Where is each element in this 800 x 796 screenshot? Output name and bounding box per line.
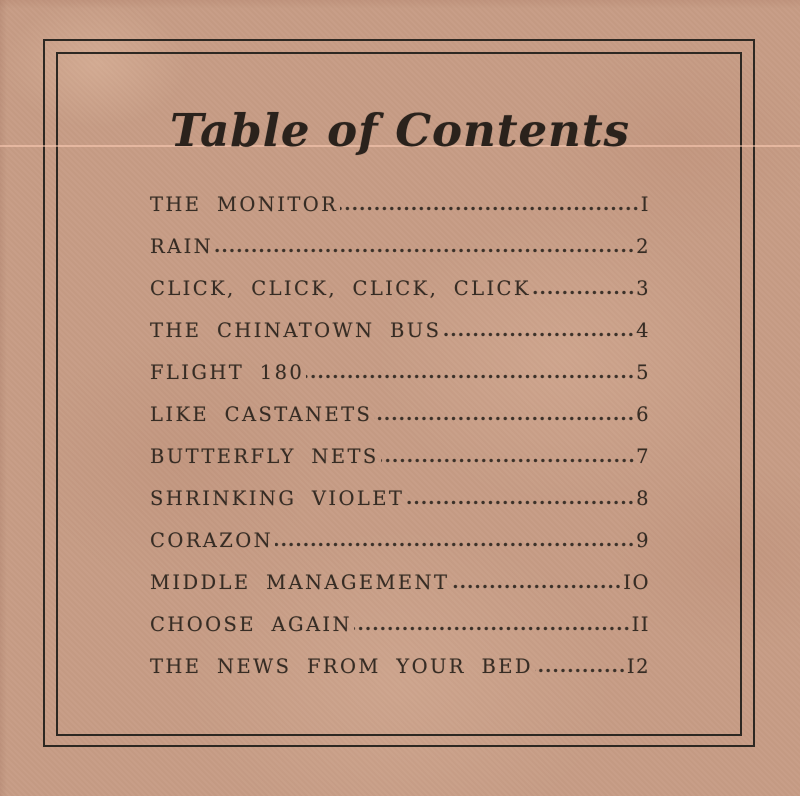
toc-page-number: II [631, 613, 650, 636]
toc-page-number: IO [623, 571, 650, 594]
toc-page-number: I2 [626, 655, 650, 678]
toc-page-number: 6 [636, 403, 650, 426]
toc-row [150, 394, 650, 436]
toc-entry-title: FLIGHT 180 [150, 361, 305, 384]
toc-page-number: 9 [636, 529, 650, 552]
page-title: Table of Contents [169, 104, 631, 158]
toc-leader-dots [533, 290, 636, 295]
toc-entry-title: LIKE CASTANETS [150, 403, 373, 426]
toc-page-number: I [640, 193, 650, 216]
toc-row [150, 520, 650, 562]
toc-leader-dots [381, 458, 636, 463]
toc-leader-dots [535, 668, 627, 673]
toc-entry-title: RAIN [150, 235, 214, 258]
toc-leader-dots [451, 584, 623, 589]
toc-entry-title: THE CHINATOWN BUS [150, 319, 442, 342]
toc-entry-title: BUTTERFLY NETS [150, 445, 379, 468]
toc-leader-dots [340, 206, 641, 211]
toc-page-number: 2 [636, 235, 650, 258]
toc-page-number: 5 [636, 361, 650, 384]
toc-entry-title: THE MONITOR [150, 193, 339, 216]
toc-row [150, 562, 650, 604]
toc-row [150, 436, 650, 478]
toc-row [150, 310, 650, 352]
toc-leader-dots [374, 416, 636, 421]
toc-row [150, 604, 650, 646]
toc-row [150, 478, 650, 520]
toc-leader-dots [443, 332, 636, 337]
toc-leader-dots [306, 374, 636, 379]
toc-page-number: 7 [636, 445, 650, 468]
toc-row [150, 352, 650, 394]
toc-leader-dots [215, 248, 636, 253]
toc-entry-title: CORAZON [150, 529, 274, 552]
toc-row [150, 184, 650, 226]
toc-page-number: 3 [636, 277, 650, 300]
toc-leader-dots [275, 542, 636, 547]
toc-row [150, 646, 650, 688]
toc-row [150, 226, 650, 268]
toc-list [150, 184, 650, 688]
toc-leader-dots [354, 626, 632, 631]
toc-entry-title: MIDDLE MANAGEMENT [150, 571, 450, 594]
toc-entry-title: CLICK, CLICK, CLICK, CLICK [150, 277, 531, 300]
toc-entry-title: THE NEWS FROM YOUR BED [150, 655, 533, 678]
toc-leader-dots [406, 500, 636, 505]
toc-entry-title: CHOOSE AGAIN [150, 613, 352, 636]
toc-row [150, 268, 650, 310]
toc-entry-title: SHRINKING VIOLET [150, 487, 405, 510]
toc-page-number: 4 [636, 319, 650, 342]
toc-page-number: 8 [636, 487, 650, 510]
